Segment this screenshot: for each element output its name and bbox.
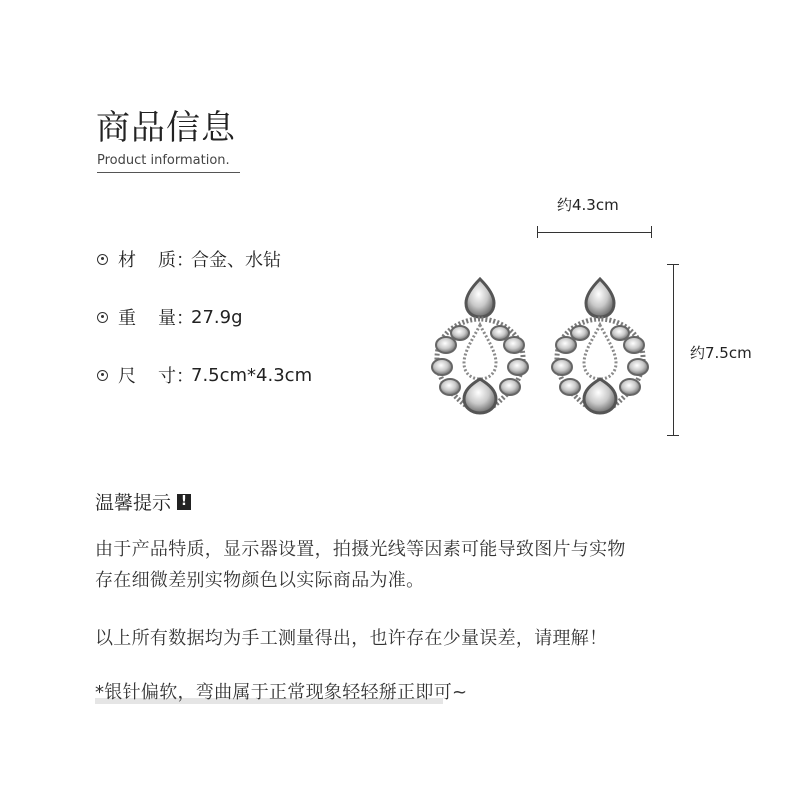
bullet-icon xyxy=(97,254,108,265)
tips-line-1: 由于产品特质，显示器设置，拍摄光线等因素可能导致图片与实物 xyxy=(95,539,626,560)
subtitle-underline xyxy=(97,172,240,173)
spec-label: 尺 xyxy=(118,366,136,387)
height-dimension-tick-bottom xyxy=(667,435,679,436)
spec-value: 合金、水钻 xyxy=(191,250,281,271)
bullet-icon xyxy=(97,312,108,323)
width-dimension-line xyxy=(537,232,652,233)
spec-value: 27.9g xyxy=(191,306,243,328)
page-title: 商品信息 xyxy=(96,108,236,148)
spec-label: 重 xyxy=(118,308,136,329)
bullet-icon xyxy=(97,370,108,381)
tips-line-3: 以上所有数据均为手工测量得出，也许存在少量误差，请理解！ xyxy=(95,628,608,649)
tips-heading xyxy=(95,488,191,515)
spec-label: 材 xyxy=(118,250,136,271)
height-dimension-tick-top xyxy=(667,264,679,265)
width-dimension-label: 约4.3cm xyxy=(557,196,619,214)
spec-row-weight xyxy=(97,303,243,331)
spec-label-suffix: 质： xyxy=(158,250,194,271)
spec-row-size xyxy=(97,361,312,389)
tips-title: 温馨提示 xyxy=(95,492,172,514)
height-dimension-line xyxy=(673,264,674,436)
spec-row-material xyxy=(97,245,281,273)
spec-label-suffix: 寸： xyxy=(158,366,194,387)
tips-line-2: 存在细微差别实物颜色以实际商品为准。 xyxy=(95,570,425,591)
exclamation-icon: ! xyxy=(177,494,191,510)
spec-label-suffix: 量： xyxy=(158,308,194,329)
width-dimension-tick-left xyxy=(537,226,538,238)
tips-line-4: *银针偏软，弯曲属于正常现象轻轻掰正即可~ xyxy=(95,682,468,703)
height-dimension-label: 约7.5cm xyxy=(690,344,752,362)
spec-value: 7.5cm*4.3cm xyxy=(191,364,313,386)
page-subtitle: Product information. xyxy=(97,153,230,168)
width-dimension-tick-right xyxy=(651,226,652,238)
earrings-image xyxy=(420,275,660,425)
